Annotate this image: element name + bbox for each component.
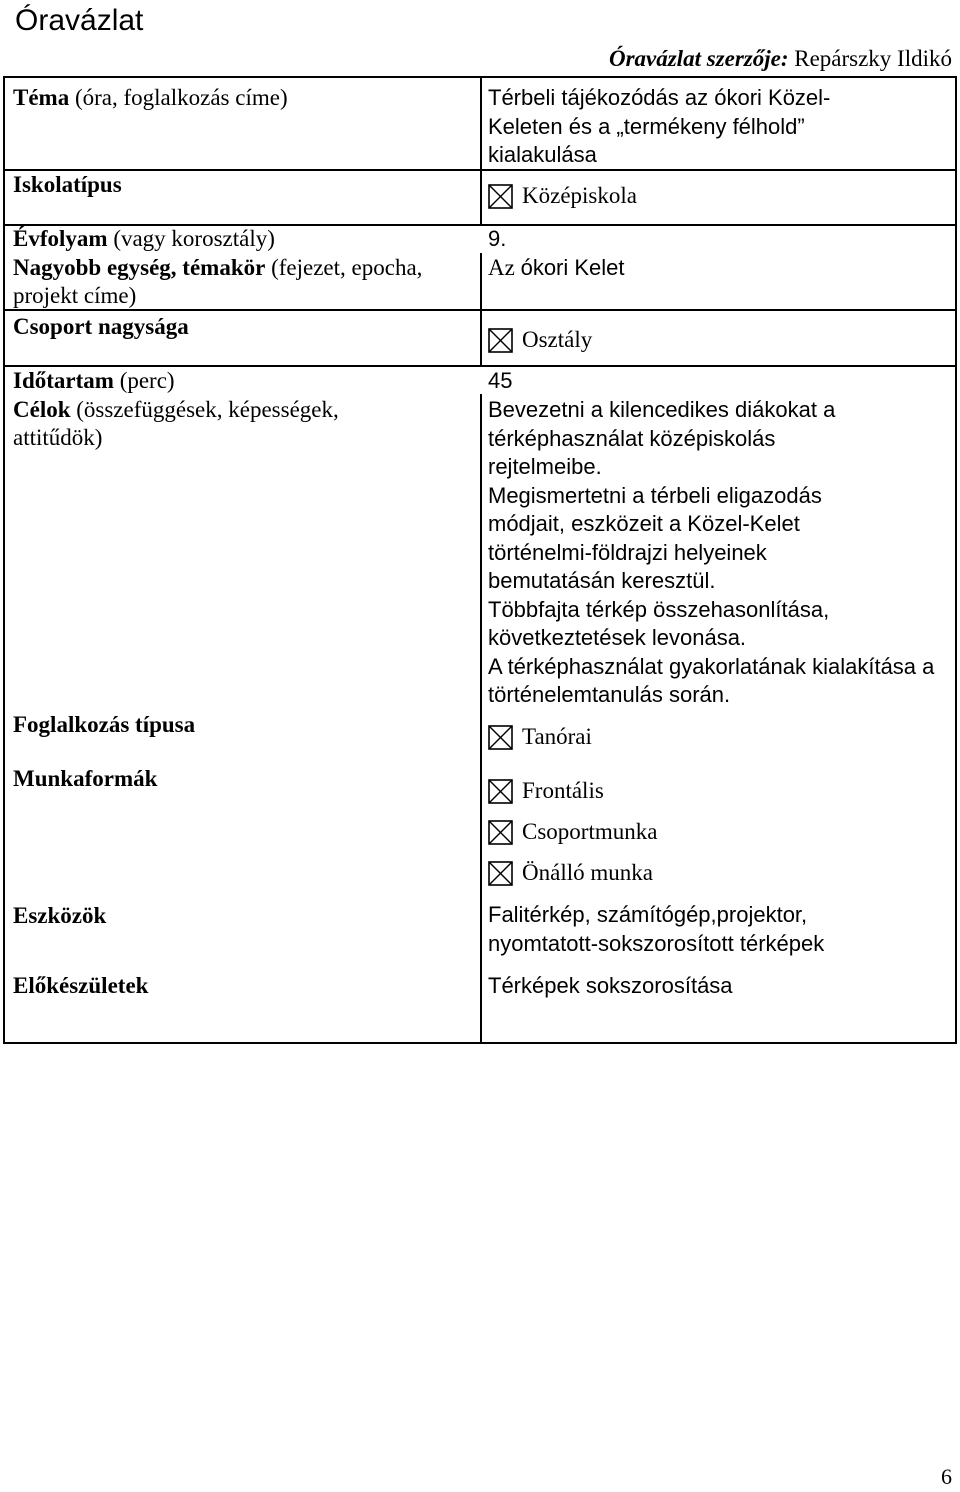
- checkbox-frontalis: [488, 777, 604, 805]
- checkbox-csoportmunka: [488, 818, 657, 846]
- page-title: Óravázlat: [15, 4, 144, 37]
- checkbox-label: Osztály: [522, 327, 593, 352]
- celok-paragraph: Bevezetni a kilencedikes diákokat a térképhasználat középiskolás rejtelmeibe.: [488, 397, 836, 479]
- label-elokeszuletek: Előkészületek: [13, 973, 149, 998]
- checkbox-label: Önálló munka: [522, 860, 653, 885]
- checkbox-onallo-munka: [488, 859, 653, 887]
- celok-paragraph: Többfajta térkép összehasonlítása, következtetések levonása.: [488, 596, 830, 650]
- label-evfolyam: Évfolyam (vagy korosztály): [13, 226, 275, 251]
- checked-box-icon: [488, 328, 513, 353]
- label-iskolatipus: Iskolatípus: [13, 172, 122, 197]
- checkbox-label: Középiskola: [522, 183, 637, 208]
- label-celok: Célok (összefüggések, képességek, attitűdök): [13, 397, 339, 450]
- value-eszkozok: Falitérkép, számítógép,projektor, nyomtatott-sokszorosított térképek: [488, 902, 825, 956]
- label-munkaformak: Munkaformák: [13, 766, 158, 791]
- column-divider: [480, 394, 482, 1044]
- checkbox-label: Tanórai: [522, 724, 592, 749]
- value-evfolyam: 9.: [488, 226, 507, 251]
- value-elokeszuletek: Térképek sokszorosítása: [488, 973, 733, 998]
- label-foglalkozas: Foglalkozás típusa: [13, 712, 196, 737]
- author-name: Repárszky Ildikó: [794, 46, 952, 71]
- column-divider: [480, 76, 482, 224]
- label-tema: Téma (óra, foglalkozás címe): [13, 85, 288, 110]
- checked-box-icon: [488, 861, 513, 886]
- label-idotartam: Időtartam (perc): [13, 368, 175, 393]
- checkbox-tanorai: [488, 723, 592, 751]
- checked-box-icon: [488, 779, 513, 804]
- celok-paragraph: Megismertetni a térbeli eligazodás módjait, eszközeit a Közel-Kelet történelmi-földrajzi helyeinek bemutatásán keresztül.: [488, 482, 822, 593]
- value-celok: [488, 396, 940, 710]
- label-eszkozok: Eszközök: [13, 903, 107, 928]
- checked-box-icon: [488, 184, 513, 209]
- checkbox-osztaly: [488, 326, 592, 354]
- checked-box-icon: [488, 820, 513, 845]
- value-idotartam: 45: [488, 368, 513, 393]
- label-csoport: Csoport nagysága: [13, 314, 189, 339]
- author-label: Óravázlat szerzője:: [608, 46, 789, 71]
- celok-paragraph: A térképhasználat gyakorlatának kialakítása a történelemtanulás során.: [488, 653, 935, 707]
- column-divider: [480, 253, 482, 365]
- label-egyseg: Nagyobb egység, témakör (fejezet, epocha, projekt címe): [13, 255, 423, 308]
- checkbox-label: Frontális: [522, 778, 604, 803]
- value-egyseg: Az ókori Kelet: [488, 255, 625, 280]
- checkbox-label: Csoportmunka: [522, 819, 658, 844]
- page-number: 6: [941, 1464, 952, 1489]
- author-line: [609, 46, 952, 72]
- value-tema: Térbeli tájékozódás az ókori Közel-Keleten és a „termékeny félhold” kialakulása: [488, 85, 831, 167]
- checkbox-kozepiskola: [488, 182, 637, 210]
- checked-box-icon: [488, 725, 513, 750]
